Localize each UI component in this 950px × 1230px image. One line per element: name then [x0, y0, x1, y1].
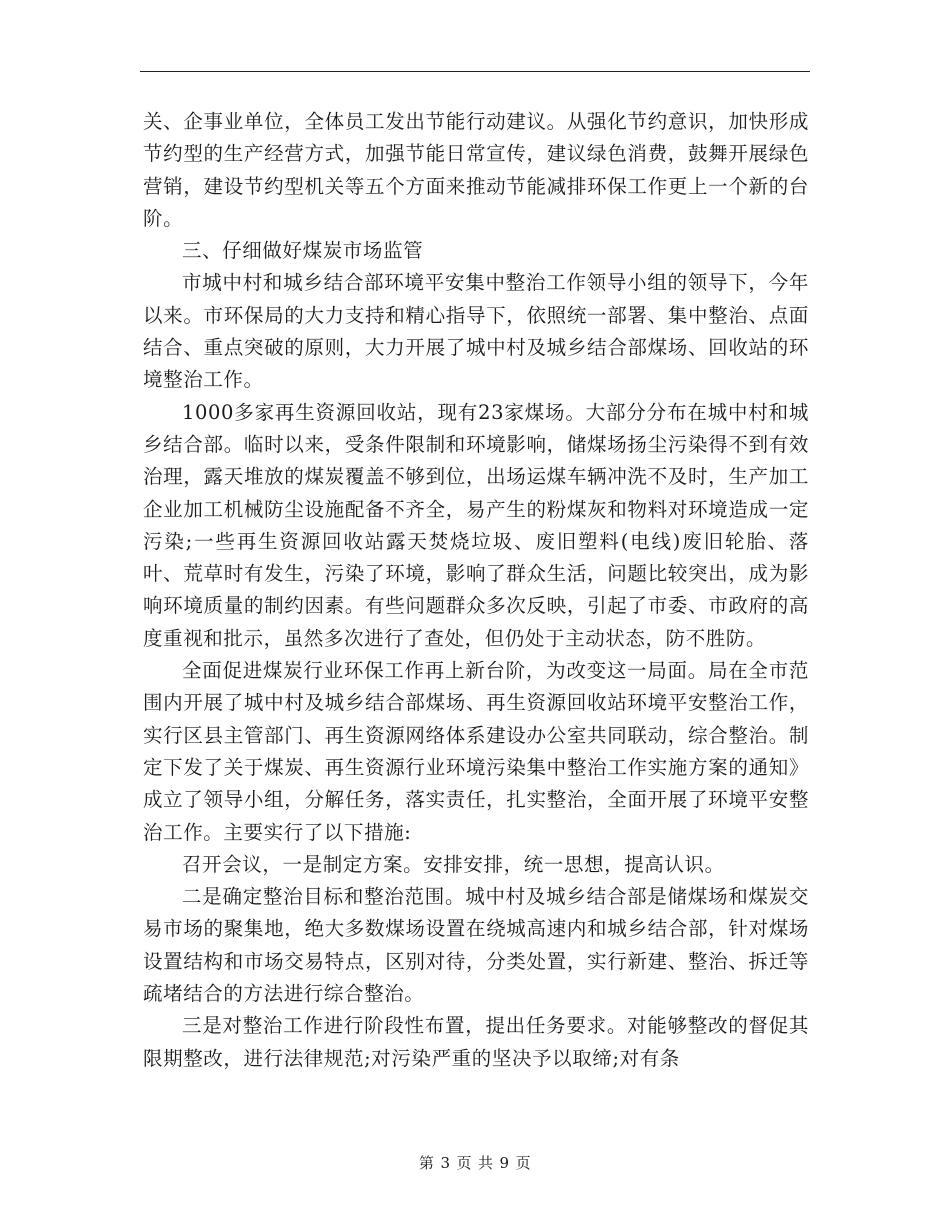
paragraph: 全面促进煤炭行业环保工作再上新台阶，为改变这一局面。局在全市范围内开展了城中村及城乡结合部煤场、再生资源回收站环境平安整治工作，实行区县主管部门、再生资源网络体系建设办公室共同联动，综合整治。制定下发了关于煤炭、再生资源行业环境污染集中整治工作实施方案的通知》成立了领导小组，分解任务，落实责任，扎实整治，全面开展了环境平安整治工作。主要实行了以下措施: — [143, 659, 809, 844]
footer-label-di: 第 — [418, 1154, 435, 1172]
current-page-number: 3 — [440, 1154, 451, 1172]
paragraph: 市城中村和城乡结合部环境平安集中整治工作领导小组的领导下，今年以来。市环保局的大力支持和精心指导下，依照统一部署、集中整治、点面结合、重点突破的原则，大力开展了城中村及城乡结合部煤场、回收站的环境整治工作。 — [143, 271, 809, 392]
document-body — [143, 106, 809, 1075]
footer-label-ye-2: 页 — [515, 1154, 532, 1172]
footer-label-gong: 共 — [478, 1154, 494, 1172]
section-heading: 三、仔细做好煤炭市场监管 — [182, 239, 424, 263]
header-rule — [140, 71, 810, 72]
page-footer — [0, 1152, 950, 1173]
paragraph: 二是确定整治目标和整治范围。城中村及城乡结合部是储煤场和煤炭交易市场的聚集地，绝大多数煤场设置在绕城高速内和城乡结合部，针对煤场设置结构和市场交易特点，区别对待，分类处置，实行新建、整治、拆迁等疏堵结合的方法进行综合整治。 — [143, 885, 809, 1006]
paragraph: 关、企事业单位，全体员工发出节能行动建议。从强化节约意识，加快形成节约型的生产经营方式，加强节能日常宣传，建议绿色消费，鼓舞开展绿色营销，建设节约型机关等五个方面来推动节能减排环保工作更上一个新的台阶。 — [143, 110, 809, 230]
total-page-count: 9 — [499, 1154, 510, 1172]
paragraph: 三是对整治工作进行阶段性布置，提出任务要求。对能够整改的督促其限期整改，进行法律规范;对污染严重的坚决予以取缔;对有条 — [143, 1014, 809, 1070]
paragraph: 召开会议，一是制定方案。安排安排，统一思想，提高认识。 — [182, 852, 725, 876]
paragraph: 1000多家再生资源回收站，现有23家煤场。大部分分布在城中村和城乡结合部。临时以来，受条件限制和环境影响，储煤场扬尘污染得不到有效治理，露天堆放的煤炭覆盖不够到位，出场运煤车辆冲洗不及时，生产加工企业加工机械防尘设施配备不齐全，易产生的粉煤灰和物料对环境造成一定污染;一些再生资源回收站露天焚烧垃圾、废旧塑料(电线)废旧轮胎、落叶、荒草时有发生，污染了环境，影响了群众生活，问题比较突出，成为影响环境质量的制约因素。有些问题群众多次反映，引起了市委、市政府的高度重视和批示，虽然多次进行了查处，但仍处于主动状态，防不胜防。 — [143, 400, 809, 650]
footer-label-ye: 页 — [456, 1154, 472, 1172]
